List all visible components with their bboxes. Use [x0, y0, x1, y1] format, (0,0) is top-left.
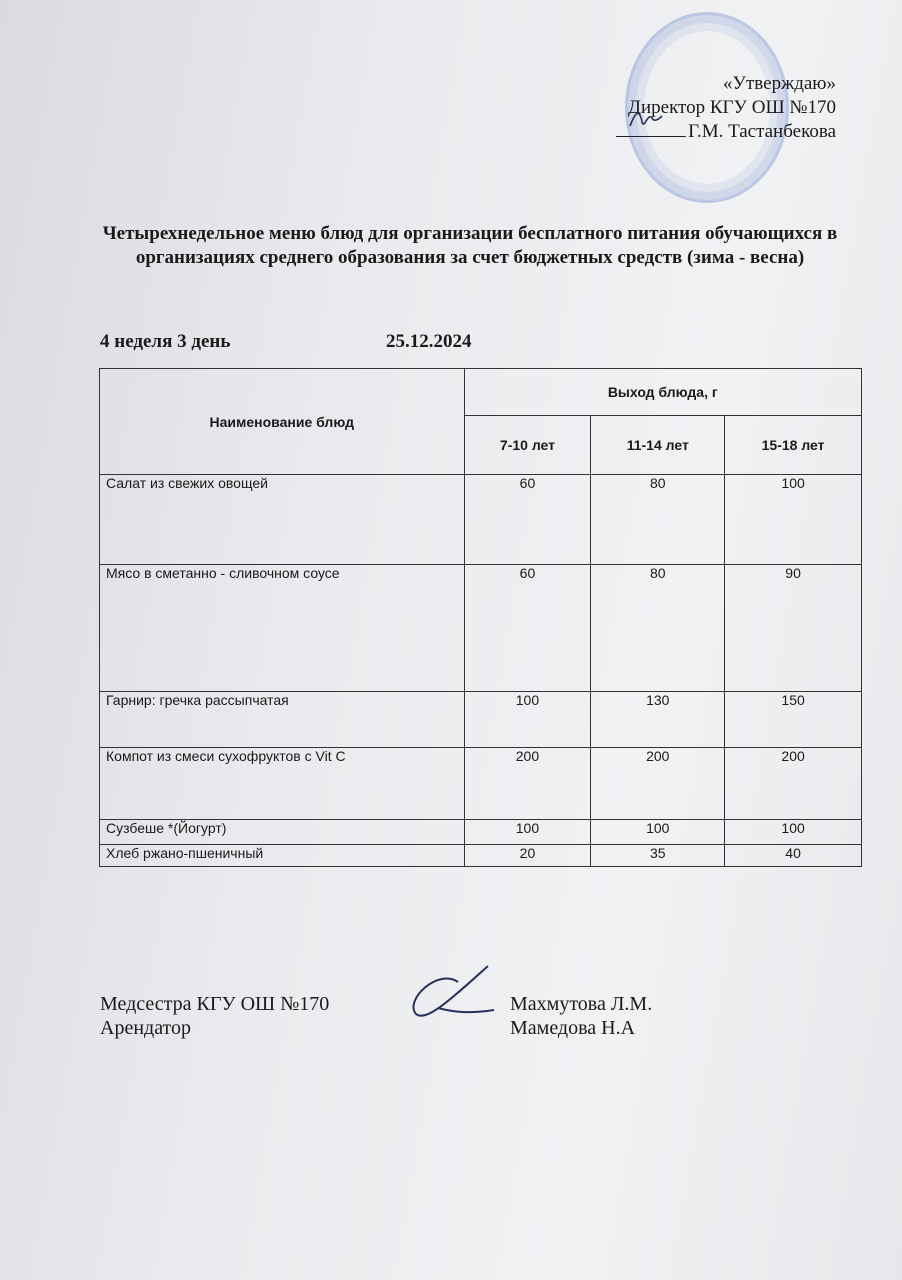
nurse-role: Медсестра КГУ ОШ №170: [100, 993, 330, 1015]
approval-heading: «Утверждаю»: [723, 73, 836, 94]
signature-scribble-icon: [626, 106, 666, 132]
dish-name: Хлеб ржано-пшеничный: [100, 845, 465, 867]
table-row: [100, 475, 862, 565]
portion-7-10: 100: [464, 820, 591, 845]
document-title: Четырехнедельное меню блюд для организации бесплатного питания обучающихся в организациях среднего образования за счет бюджетных средств (зима - весна): [102, 223, 838, 268]
approval-signature-line: [616, 120, 836, 144]
tenant-role: Арендатор: [100, 1017, 192, 1039]
header-dish-name: Наименование блюд: [100, 369, 465, 475]
tenant-name: Мамедова Н.А: [510, 1017, 636, 1039]
dish-name: Сузбеше *(Йогурт): [100, 820, 465, 845]
menu-date: 25.12.2024: [386, 331, 472, 352]
portion-11-14: 130: [591, 692, 725, 748]
portion-11-14: 80: [591, 565, 725, 692]
menu-table: [99, 368, 862, 867]
header-age-11-14: 11-14 лет: [591, 416, 725, 475]
portion-7-10: 200: [464, 748, 591, 820]
portion-11-14: 80: [591, 475, 725, 565]
table-row: [100, 820, 862, 845]
portion-15-18: 100: [725, 475, 862, 565]
approval-block: [616, 72, 836, 144]
table-row: [100, 565, 862, 692]
approval-position: Директор КГУ ОШ №170: [628, 97, 836, 118]
portion-7-10: 100: [464, 692, 591, 748]
portion-7-10: 60: [464, 475, 591, 565]
table-row: [100, 748, 862, 820]
director-signature: [616, 120, 686, 137]
header-age-15-18: 15-18 лет: [725, 416, 862, 475]
portion-7-10: 20: [464, 845, 591, 867]
header-output: Выход блюда, г: [464, 369, 861, 416]
nurse-name: Махмутова Л.М.: [510, 993, 653, 1015]
dish-name: Салат из свежих овощей: [100, 475, 465, 565]
portion-11-14: 200: [591, 748, 725, 820]
portion-15-18: 150: [725, 692, 862, 748]
menu-meta: [100, 331, 472, 353]
table-row: [100, 692, 862, 748]
dish-name: Мясо в сметанно - сливочном соусе: [100, 565, 465, 692]
portion-11-14: 100: [591, 820, 725, 845]
dish-name: Компот из смеси сухофруктов с Vit C: [100, 748, 465, 820]
portion-11-14: 35: [591, 845, 725, 867]
portion-15-18: 100: [725, 820, 862, 845]
approval-name: Г.М. Тастанбекова: [688, 121, 836, 142]
portion-15-18: 90: [725, 565, 862, 692]
header-age-7-10: 7-10 лет: [464, 416, 591, 475]
nurse-signature-icon: [398, 960, 498, 1024]
dish-name: Гарнир: гречка рассыпчатая: [100, 692, 465, 748]
portion-7-10: 60: [464, 565, 591, 692]
portion-15-18: 200: [725, 748, 862, 820]
week-day-label: 4 неделя 3 день: [100, 331, 231, 352]
portion-15-18: 40: [725, 845, 862, 867]
footer-names: [510, 992, 652, 1040]
table-row: [100, 845, 862, 867]
footer-roles: [100, 992, 329, 1040]
table-header-row: [100, 369, 862, 416]
